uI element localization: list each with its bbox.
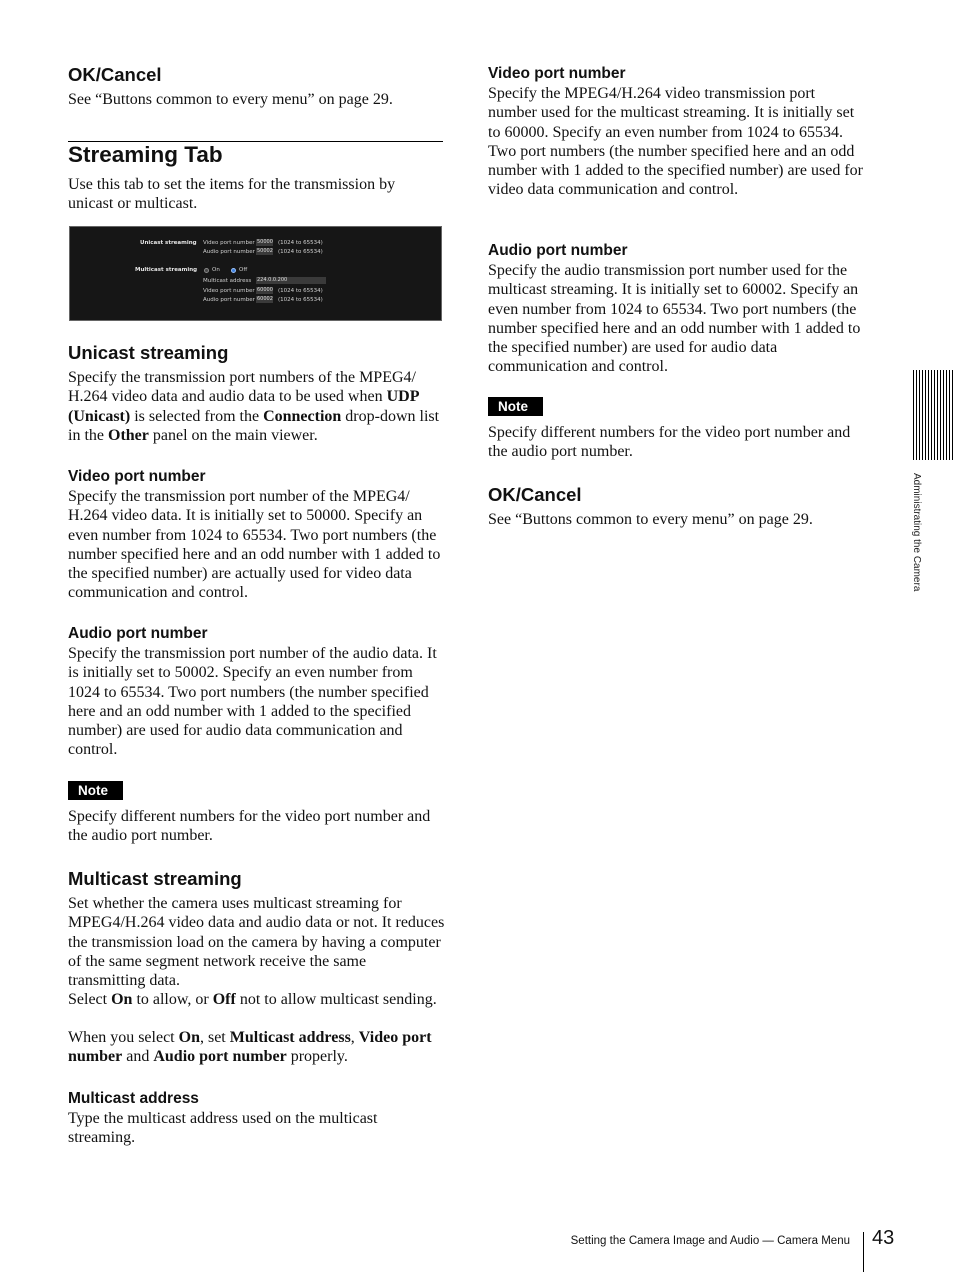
mc-audio-port-heading: Audio port number: [488, 242, 628, 259]
ok-cancel-heading: OK/Cancel: [68, 64, 162, 85]
note-badge-right: Note: [488, 397, 543, 416]
shot-audio-port-label: Audio port number: [203, 249, 255, 255]
shot-mc-video-field: 60000: [257, 287, 273, 293]
ok-cancel-heading-right: OK/Cancel: [488, 484, 582, 505]
side-tab-marks: [913, 370, 954, 460]
streaming-tab-text: Use this tab to set the items for the transmission by unicast or multicast.: [68, 176, 396, 213]
ok-cancel-text-right: See “Buttons common to every menu” on page 29.: [488, 511, 813, 528]
ok-cancel-text: See “Buttons common to every menu” on page 29.: [68, 91, 393, 108]
footer-divider: [863, 1232, 864, 1272]
shot-mc-address-label: Multicast address: [203, 278, 252, 284]
shot-radio-off: [231, 268, 236, 273]
mc-address-text: Type the multicast address used on the multicast streaming.: [68, 1110, 378, 1147]
shot-unicast-video-field: 50000: [257, 239, 273, 245]
shot-multicast-label: Multicast streaming: [135, 267, 198, 273]
note-badge: Note: [68, 781, 123, 800]
shot-video-port-label: Video port number: [203, 240, 255, 246]
shot-mc-audio-field: 60002: [257, 296, 273, 302]
multicast-text: Set whether the camera uses multicast streaming for MPEG4/H.264 video data and audio data or not. It reduces the transmission load on the camera by having a computer of the same segment network receive the same transmitting data.: [68, 895, 445, 990]
multicast-heading: Multicast streaming: [68, 868, 242, 889]
shot-range: (1024 to 65534): [278, 240, 323, 246]
note-text-right: Specify different numbers for the video port number and the audio port number.: [488, 424, 851, 461]
running-footer: Setting the Camera Image and Audio — Camera Menu: [570, 1235, 850, 1247]
shot-mc-address-field: 224.0.0.200: [256, 277, 326, 284]
shot-range: (1024 to 65534): [278, 297, 323, 303]
audio-port-heading: Audio port number: [68, 625, 208, 642]
note-text: Specify different numbers for the video port number and the audio port number.: [68, 808, 431, 845]
shot-range: (1024 to 65534): [278, 288, 323, 294]
shot-range: (1024 to 65534): [278, 249, 323, 255]
video-port-text: Specify the transmission port number of the MPEG4/ H.264 video data. It is initially set to 50000. Specify an even number from 1024 to 65534. Two port numbers (the number specified here and an odd number with 1 added to the specified number) are actually used for video data communication and control.: [68, 488, 441, 602]
page-number: 43: [872, 1227, 895, 1249]
shot-off-label: Off: [239, 267, 248, 273]
video-port-heading: Video port number: [68, 468, 206, 485]
unicast-heading: Unicast streaming: [68, 342, 229, 363]
streaming-tab-heading: Streaming Tab: [68, 142, 223, 167]
multicast-select-text: Select On to allow, or Off not to allow multicast sending.: [68, 991, 437, 1008]
shot-mc-video-label: Video port number: [203, 288, 255, 294]
shot-unicast-audio-field: 50002: [257, 248, 273, 254]
mc-video-port-text: Specify the MPEG4/H.264 video transmission port number used for the multicast streaming. It is initially set to 60000. Specify an even number from 1024 to 65534. Two port numbers (the number specified here and an odd number with 1 added to the specified number) are used for video data communication and control.: [488, 85, 863, 199]
multicast-when-text: When you select On, set Multicast address, Video port number and Audio port number properly.: [68, 1029, 432, 1066]
mc-video-port-heading: Video port number: [488, 65, 626, 82]
shot-radio-on: [204, 268, 209, 273]
audio-port-text: Specify the transmission port number of the audio data. It is initially set to 50002. Specify an even number from 1024 to 65534. Two port numbers (the number specified here and an odd number with 1 added to the specified number) are used for audio data communication and control.: [68, 645, 437, 759]
shot-mc-audio-label: Audio port number: [203, 297, 255, 303]
unicast-text: Specify the transmission port numbers of the MPEG4/ H.264 video data and audio data to be used when UDP (Unicast) is selected from the Connection drop-down list in the Other panel on the main viewer.: [68, 369, 440, 444]
streaming-tab-screenshot: [69, 226, 442, 321]
side-tab-label: Administrating the Camera: [911, 473, 922, 592]
mc-audio-port-text: Specify the audio transmission port number used for the multicast streaming. It is initially set to 60002. Specify an even number from 1024 to 65534. Two port numbers (the number specified here and an odd number with 1 added to the specified number) are used for audio data communication and control.: [488, 262, 861, 376]
shot-on-label: On: [212, 267, 220, 273]
mc-address-heading: Multicast address: [68, 1090, 199, 1107]
shot-unicast-label: Unicast streaming: [140, 240, 197, 246]
